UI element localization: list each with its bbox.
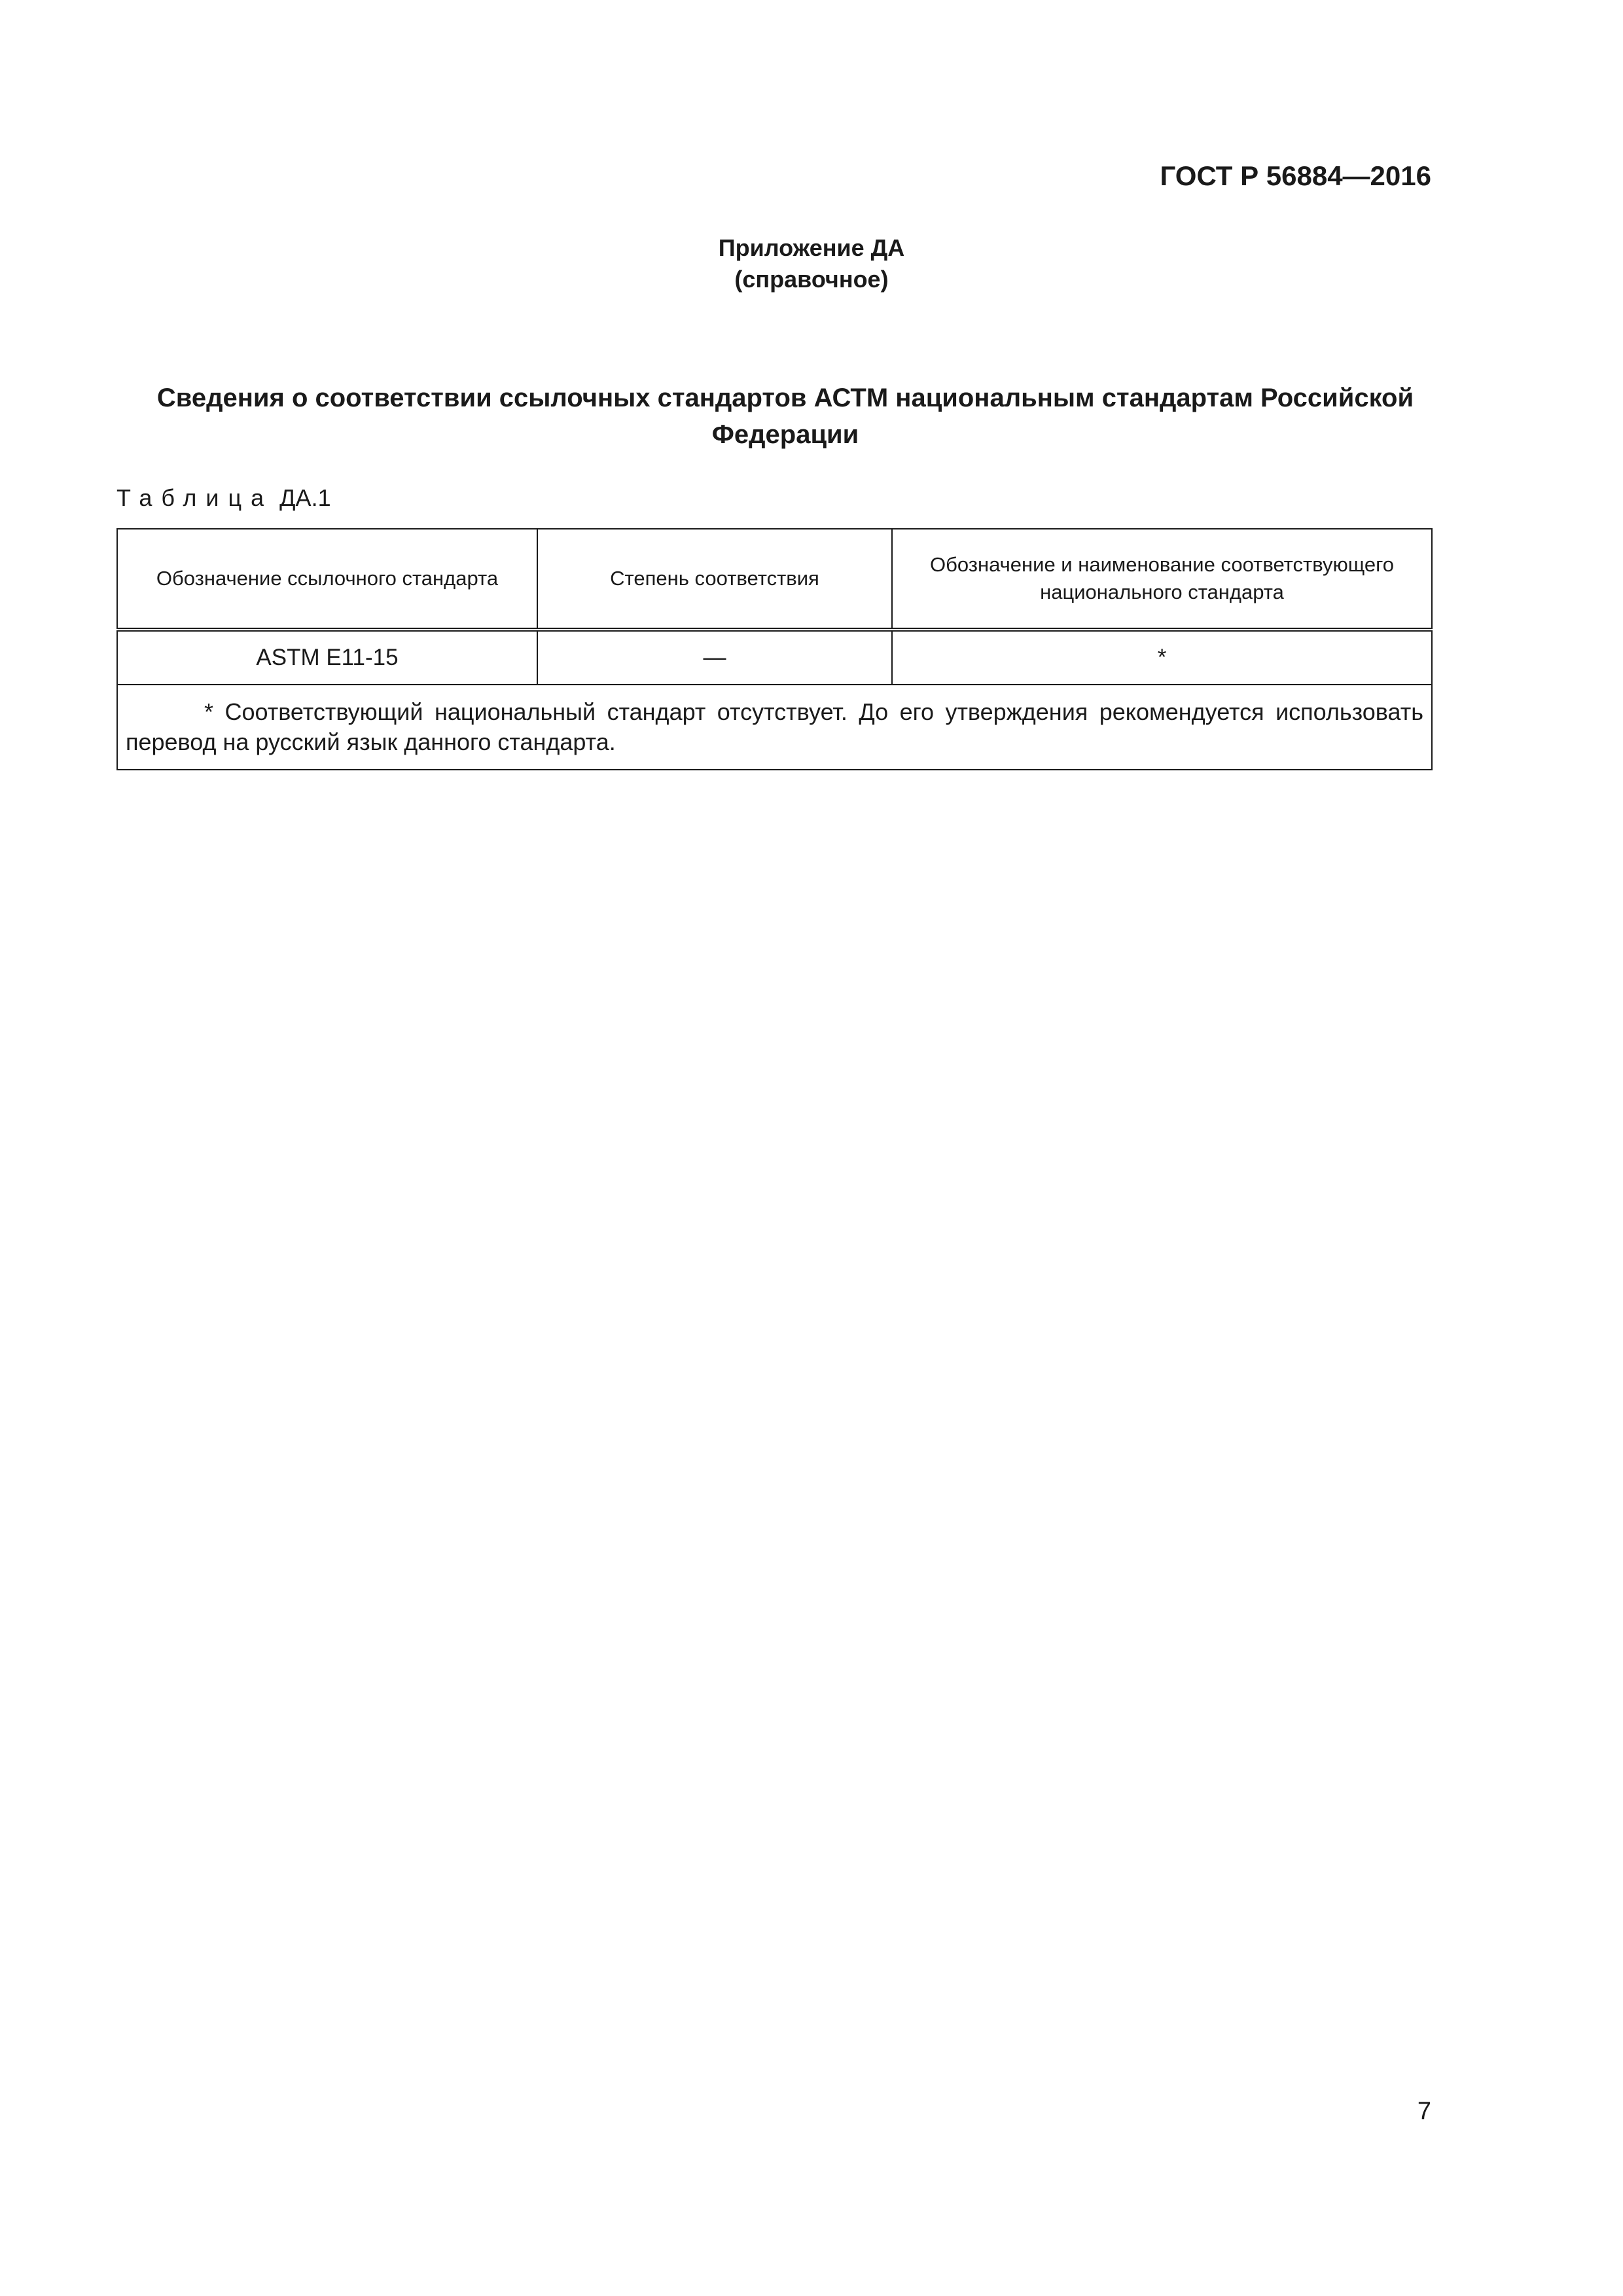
cell-national-standard: * <box>892 630 1432 685</box>
table-note-cell <box>117 685 1432 770</box>
table-row <box>117 630 1432 685</box>
appendix-type: (справочное) <box>734 266 889 293</box>
appendix-title: Сведения о соответствии ссылочных стандартов АСТМ национальным стандартам Российской Федерации <box>156 384 1414 449</box>
column-header-reference-designation: Обозначение ссылочного стандарта <box>117 529 537 630</box>
table-caption <box>116 484 331 512</box>
table-header-row <box>117 529 1432 630</box>
reference-standards-table <box>116 528 1433 770</box>
cell-degree-of-conformity: — <box>537 630 892 685</box>
column-header-national-standard: Обозначение и наименование соответствующего национального стандарта <box>892 529 1432 630</box>
appendix-name: Приложение ДА <box>718 234 905 261</box>
table-note: * Соответствующий национальный стандарт отсутствует. До его утверждения рекомендуется использовать перевод на русский язык данного стандарта. <box>126 698 1423 755</box>
table-caption-label: Таблица <box>116 484 274 511</box>
table-note-row <box>117 685 1432 770</box>
column-header-degree-of-conformity: Степень соответствия <box>537 529 892 630</box>
cell-reference-designation: ASTM E11-15 <box>117 630 537 685</box>
page-number: 7 <box>1417 2098 1431 2125</box>
appendix-heading <box>0 232 1623 295</box>
document-code: ГОСТ Р 56884—2016 <box>1160 160 1431 191</box>
table-caption-number: ДА.1 <box>279 484 331 511</box>
